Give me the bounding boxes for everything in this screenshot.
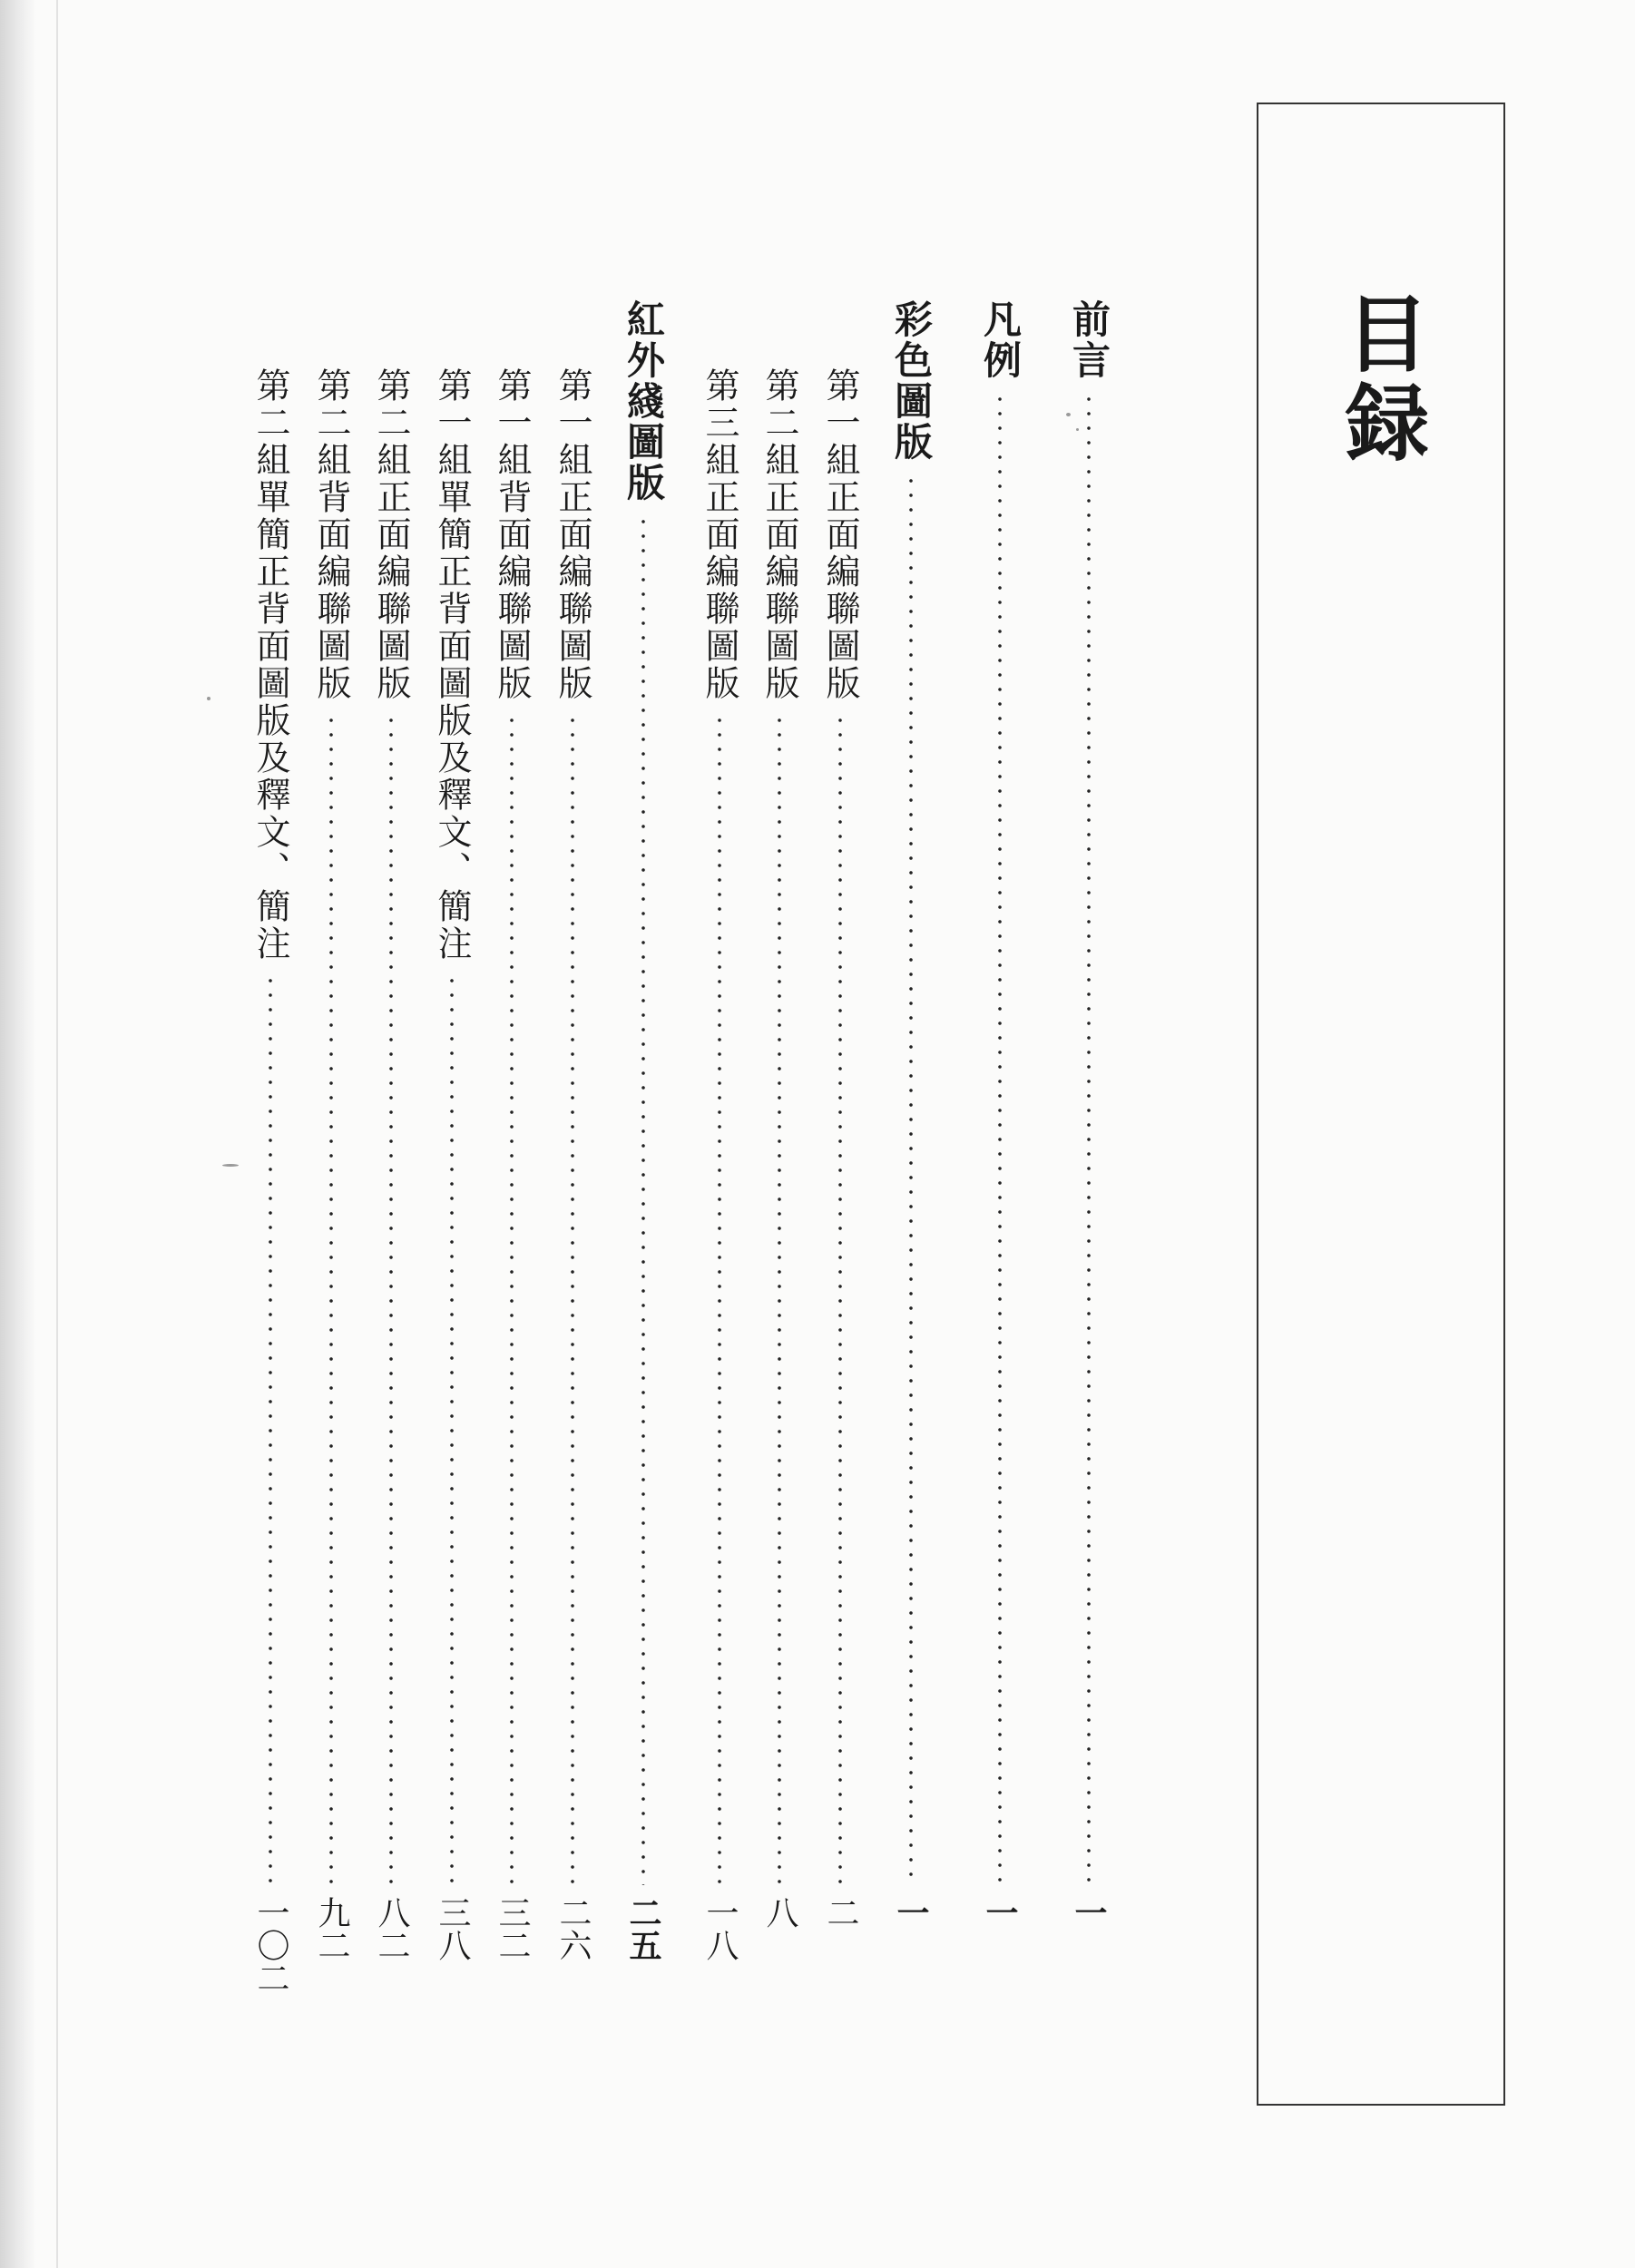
toc-entry-label: 第二組背面編聯圖版	[311, 367, 351, 702]
toc-entry-color-group3-front[interactable]	[696, 367, 743, 2032]
toc-entry-label: 第一組背面編聯圖版	[492, 367, 532, 702]
toc-entry-ir-group2-single-slips[interactable]	[247, 367, 294, 2032]
toc-entry-label: 第一組正面編聯圖版	[820, 367, 860, 702]
toc-entry-page: 二六	[554, 1896, 592, 1961]
toc-entry-page: 二五	[624, 1896, 662, 1961]
dot-leader	[778, 713, 781, 1885]
toc-entry-page: 一	[892, 1896, 930, 1929]
toc-entry-page: 九二	[313, 1896, 350, 1961]
toc-entry-color-group1-front[interactable]	[817, 367, 864, 2032]
dot-leader	[1087, 392, 1091, 1885]
toc-entry-color-plates[interactable]	[887, 299, 935, 2032]
scan-speck	[1066, 413, 1071, 416]
toc-entry-infrared-plates[interactable]	[620, 299, 667, 2032]
toc-entry-page: 八二	[373, 1896, 410, 1961]
toc-entry-ir-group2-front[interactable]	[367, 367, 415, 2032]
toc-entry-page: 一	[1070, 1896, 1108, 1929]
dot-leader	[718, 713, 721, 1885]
scan-speck	[1076, 428, 1079, 431]
dot-leader	[641, 514, 645, 1885]
toc-entry-page: 三二	[494, 1896, 531, 1961]
toc-entry-ir-group2-back[interactable]	[308, 367, 355, 2032]
scan-speck	[207, 697, 210, 700]
toc-entry-page: 一	[981, 1896, 1019, 1929]
toc-entry-ir-group1-front[interactable]	[549, 367, 596, 2032]
dot-leader	[571, 713, 574, 1885]
toc-entry-preface[interactable]	[1065, 299, 1112, 2032]
toc-entry-label: 第二組正面編聯圖版	[371, 367, 411, 702]
dot-leader	[389, 713, 393, 1885]
dot-leader	[450, 973, 454, 1885]
dot-leader	[329, 713, 333, 1885]
page-title: 目録	[1332, 290, 1430, 468]
toc-entry-ir-group1-single-slips[interactable]	[428, 367, 475, 2032]
toc-entry-label: 第三組正面編聯圖版	[700, 367, 739, 702]
toc-entry-label: 紅外綫圖版	[622, 299, 666, 503]
toc-entry-label: 第二組單簡正背面圖版及釋文、簡注	[250, 367, 290, 963]
toc-entry-notes[interactable]	[976, 299, 1023, 2032]
toc-entry-page: 八	[761, 1896, 798, 1929]
toc-entry-page: 一八	[701, 1896, 739, 1961]
toc-entry-label: 前言	[1067, 299, 1111, 381]
dot-leader	[510, 713, 514, 1885]
toc-entry-ir-group1-back[interactable]	[488, 367, 535, 2032]
dot-leader	[998, 392, 1002, 1885]
toc-entry-label: 第一組單簡正背面圖版及釋文、簡注	[432, 367, 472, 963]
toc-entry-label: 第二組正面編聯圖版	[759, 367, 799, 702]
toc-entry-page: 三八	[434, 1896, 471, 1961]
toc-entry-page: 二	[822, 1896, 859, 1929]
dot-leader	[269, 973, 272, 1885]
scan-speck	[222, 1164, 239, 1167]
toc-entry-page: 一〇二	[252, 1896, 289, 1994]
toc-entry-color-group2-front[interactable]	[756, 367, 803, 2032]
dot-leader	[838, 713, 842, 1885]
toc-entry-label: 凡例	[978, 299, 1023, 381]
dot-leader	[909, 474, 913, 1885]
toc-entry-label: 彩色圖版	[889, 299, 934, 463]
toc-entry-label: 第一組正面編聯圖版	[553, 367, 592, 702]
